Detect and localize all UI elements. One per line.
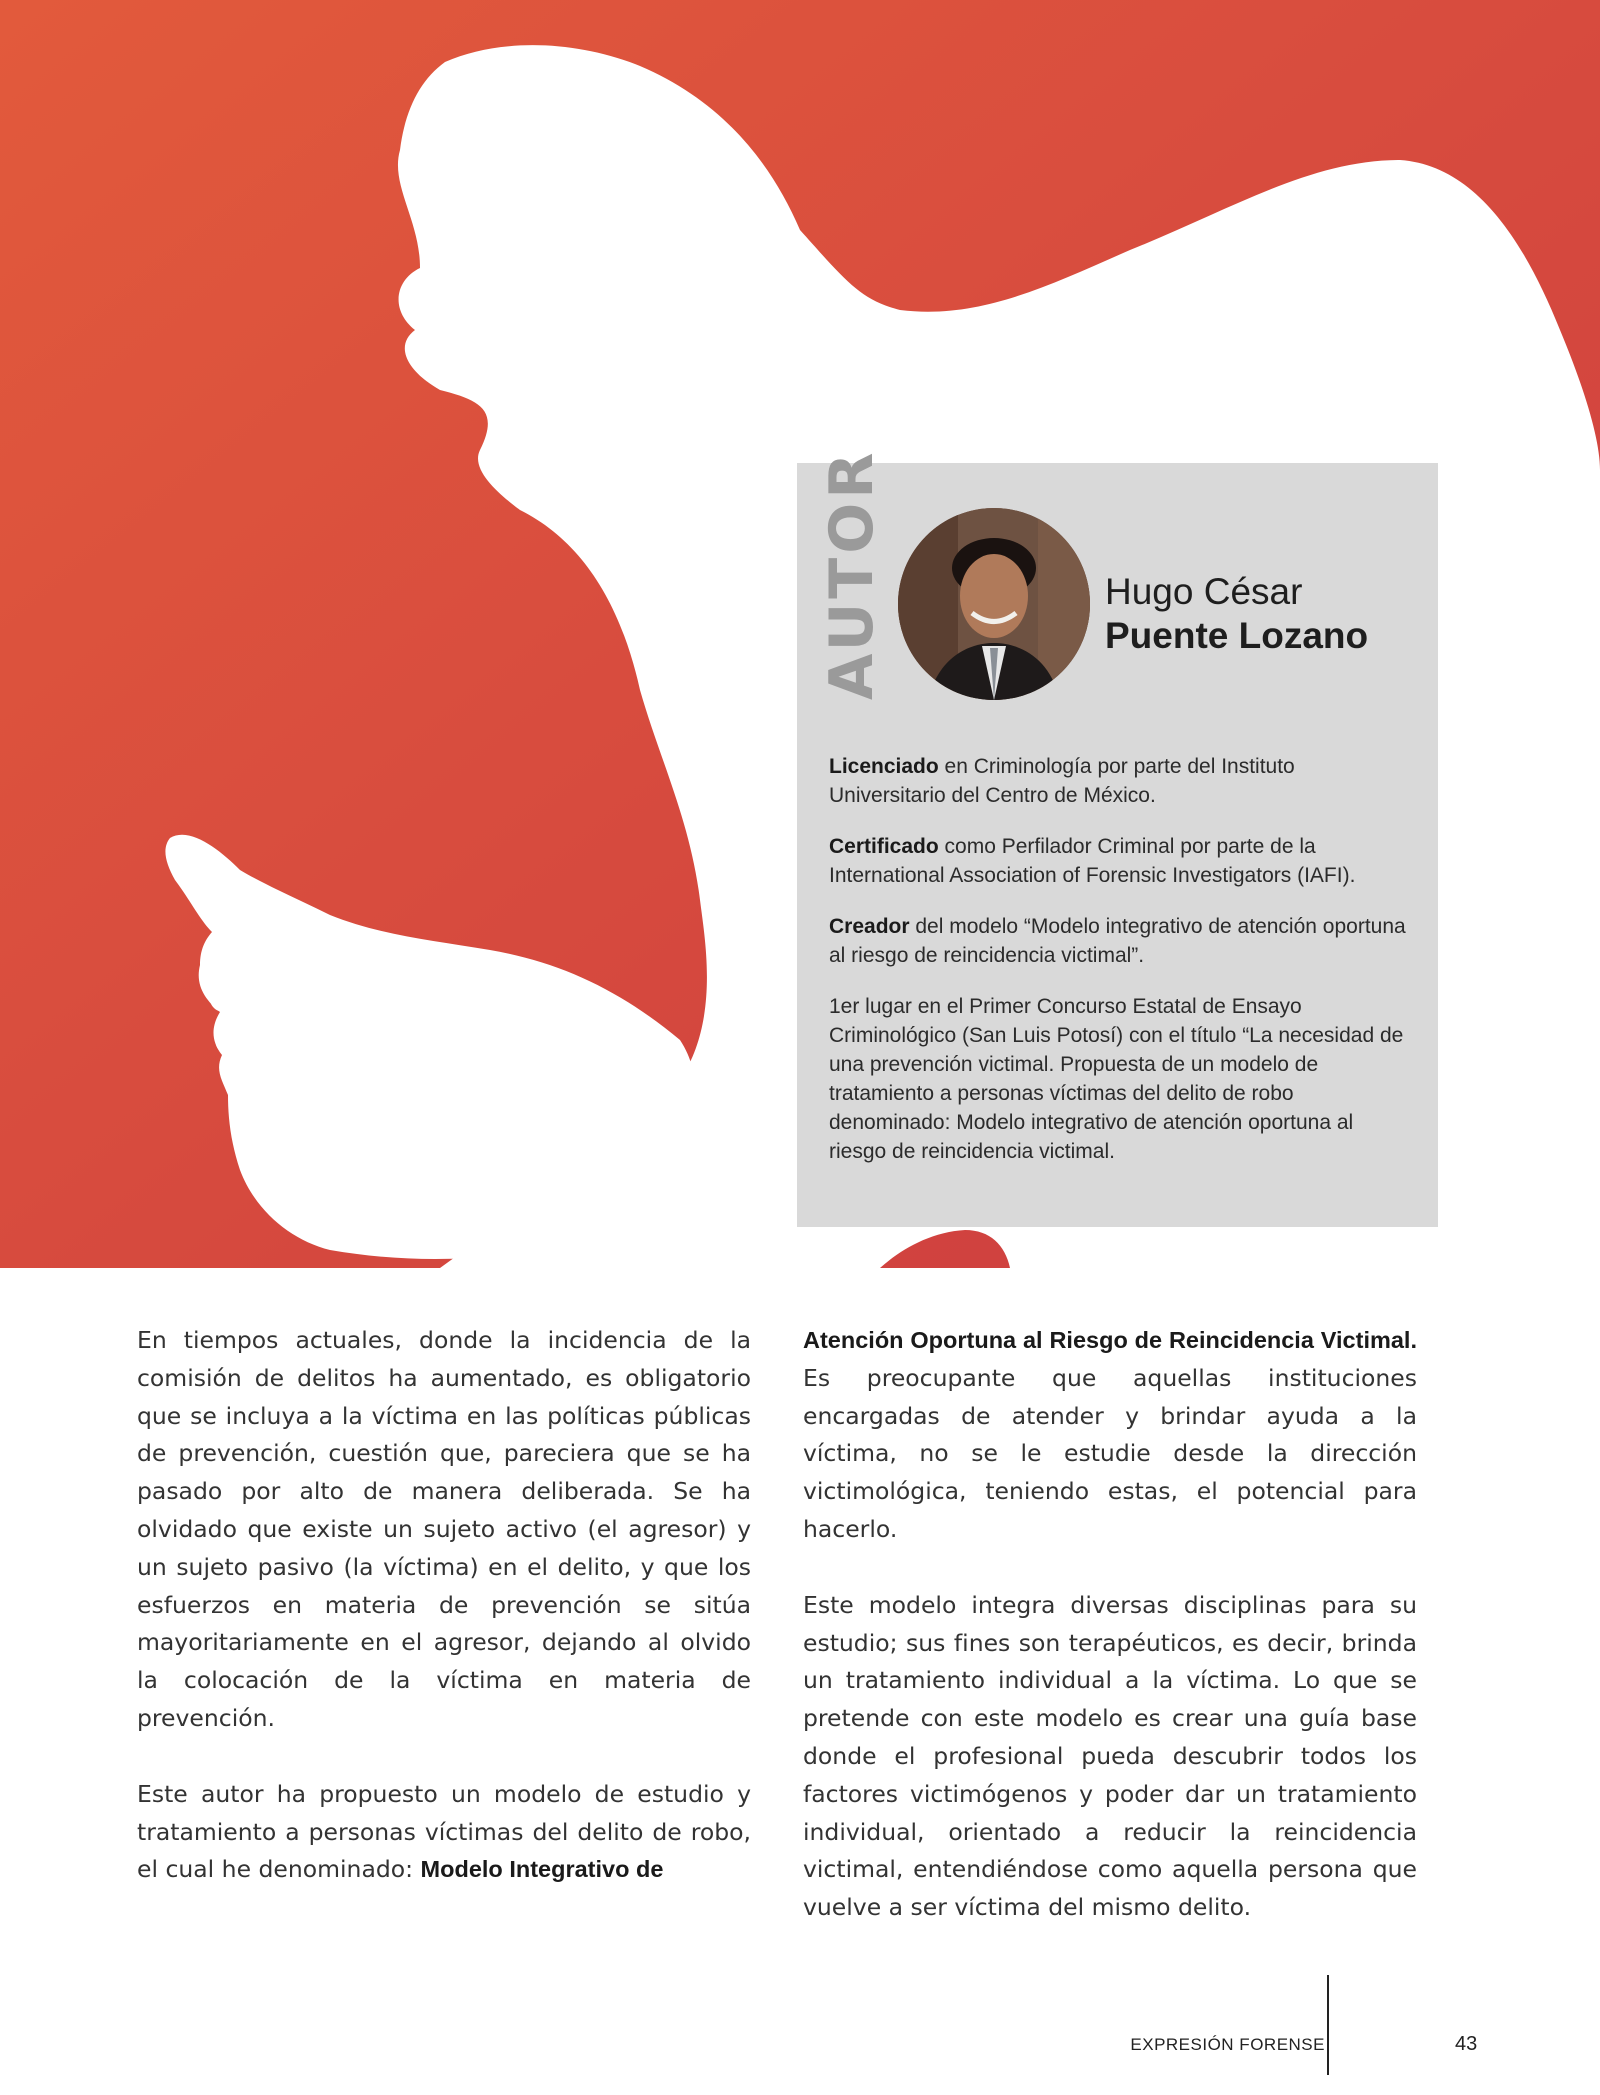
- article-paragraph: [137, 1776, 751, 1889]
- author-avatar: [898, 508, 1090, 700]
- article-paragraph: En tiempos actuales, donde la incidencia de la comisión de delitos ha aumentado, es obligatorio que se incluya a la víctima en las políticas públicas de prevención, cuestión que, pareciera que se ha pasado por alto de manera deliberada. Se ha olvidado que existe un sujeto activo (el agresor) y un sujeto pasivo (la víctima) en el delito, y que los esfuerzos en materia de prevención se sitúa mayoritariamente en el agresor, dejando al olvido la colocación de la víctima en materia de prevención.: [137, 1326, 751, 1732]
- bio-item: [829, 832, 1414, 890]
- article-text: Este autor ha propuesto un modelo de estudio y tratamiento a personas víctimas del delito de robo, el cual he denominado:: [137, 1779, 751, 1884]
- model-name-bold: Atención Oportuna al Riesgo de Reincidencia Victimal.: [803, 1327, 1417, 1353]
- article-column-left: [137, 1322, 751, 1927]
- magazine-title: EXPRESIÓN FORENSE: [1130, 2035, 1325, 2054]
- author-first-name: Hugo César: [1105, 571, 1303, 612]
- model-name-bold: Modelo Integrativo de: [420, 1856, 664, 1883]
- article-text: Es preocupante que aquellas instituciones encargadas de atender y brindar ayuda a la víctima, no se le estudie desde la dirección victimológica, teniendo estas, el potencial para hacerlo.: [803, 1363, 1417, 1543]
- bio-text: en Criminología por parte del Instituto Universitario del Centro de México.: [829, 755, 1295, 807]
- bio-lead: Creador: [829, 915, 910, 938]
- bio-item: [829, 992, 1414, 1166]
- author-name: [1105, 570, 1425, 658]
- bio-item: [829, 912, 1414, 970]
- bio-text: del modelo “Modelo integrativo de atención oportuna al riesgo de reincidencia victimal”.: [829, 915, 1406, 967]
- author-bio: [829, 752, 1414, 1188]
- article-column-right: [803, 1322, 1417, 1965]
- article-paragraph: [803, 1322, 1417, 1549]
- bio-text: 1er lugar en el Primer Concurso Estatal de Ensayo Criminológico (San Luis Potosí) con el título “La necesidad de una prevención victimal. Propuesta de un modelo de tratamiento a personas víctimas del delito de robo denominado: Modelo integrativo de atención oportuna al riesgo de reincidencia victimal.: [829, 995, 1404, 1163]
- author-section-label: AUTOR: [817, 448, 887, 700]
- author-last-name: Puente Lozano: [1105, 615, 1369, 656]
- bio-lead: Certificado: [829, 835, 939, 858]
- page-number: 43: [1455, 2033, 1478, 2055]
- author-portrait-icon: [898, 508, 1090, 700]
- footer-divider: [1327, 1975, 1329, 2075]
- bio-item: [829, 752, 1414, 810]
- article-paragraph: Este modelo integra diversas disciplinas para su estudio; sus fines son terapéuticos, es decir, brinda un tratamiento individual a la víctima. Lo que se pretende con este modelo es crear una guía base donde el profesional pueda descubrir todos los factores victimógenos y poder dar un tratamiento individual, orientado a reducir la reincidencia victimal, entendiéndose como aquella persona que vuelve a ser víctima del mismo delito.: [803, 1590, 1417, 1922]
- bio-lead: Licenciado: [829, 755, 939, 778]
- bio-text: como Perfilador Criminal por parte de la International Association of Forensic Investigators (IAFI).: [829, 835, 1356, 887]
